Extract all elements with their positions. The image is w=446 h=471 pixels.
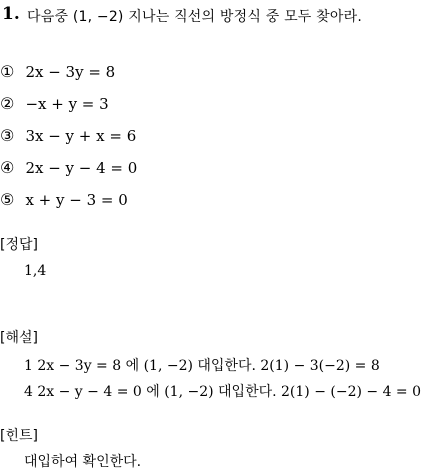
answer-value: 1,4 (24, 263, 47, 279)
option-marker: ③ (0, 126, 15, 145)
option-marker: ② (0, 94, 15, 113)
explanation-heading: [해설] (0, 330, 38, 346)
option-3 (0, 126, 136, 145)
question-text: 다음중 (1, −2) 지나는 직선의 방정식 중 모두 찾아라. (27, 9, 363, 25)
option-equation: 2x − y − 4 = 0 (25, 159, 138, 177)
option-marker: ④ (0, 158, 15, 177)
option-equation: x + y − 3 = 0 (25, 191, 128, 209)
question-number: 1. (2, 4, 20, 24)
option-4 (0, 158, 137, 177)
option-5 (0, 190, 128, 209)
hint-text: 대입하여 확인한다. (24, 454, 142, 470)
option-marker: ⑤ (0, 190, 15, 209)
option-equation: 2x − 3y = 8 (25, 63, 116, 81)
answer-heading: [정답] (0, 237, 38, 253)
explanation-line-1: 1 2x − 3y = 8 에 (1, −2) 대입한다. 2(1) − 3(−2) = 8 (24, 358, 380, 374)
option-equation: 3x − y + x = 6 (25, 127, 137, 145)
hint-heading: [힌트] (0, 428, 38, 444)
option-equation: −x + y = 3 (25, 95, 109, 113)
explanation-line-2: 4 2x − y − 4 = 0 에 (1, −2) 대입한다. 2(1) − (−2) − 4 = 0 (24, 384, 422, 400)
option-2 (0, 94, 109, 113)
option-1 (0, 62, 115, 81)
option-marker: ① (0, 62, 15, 81)
